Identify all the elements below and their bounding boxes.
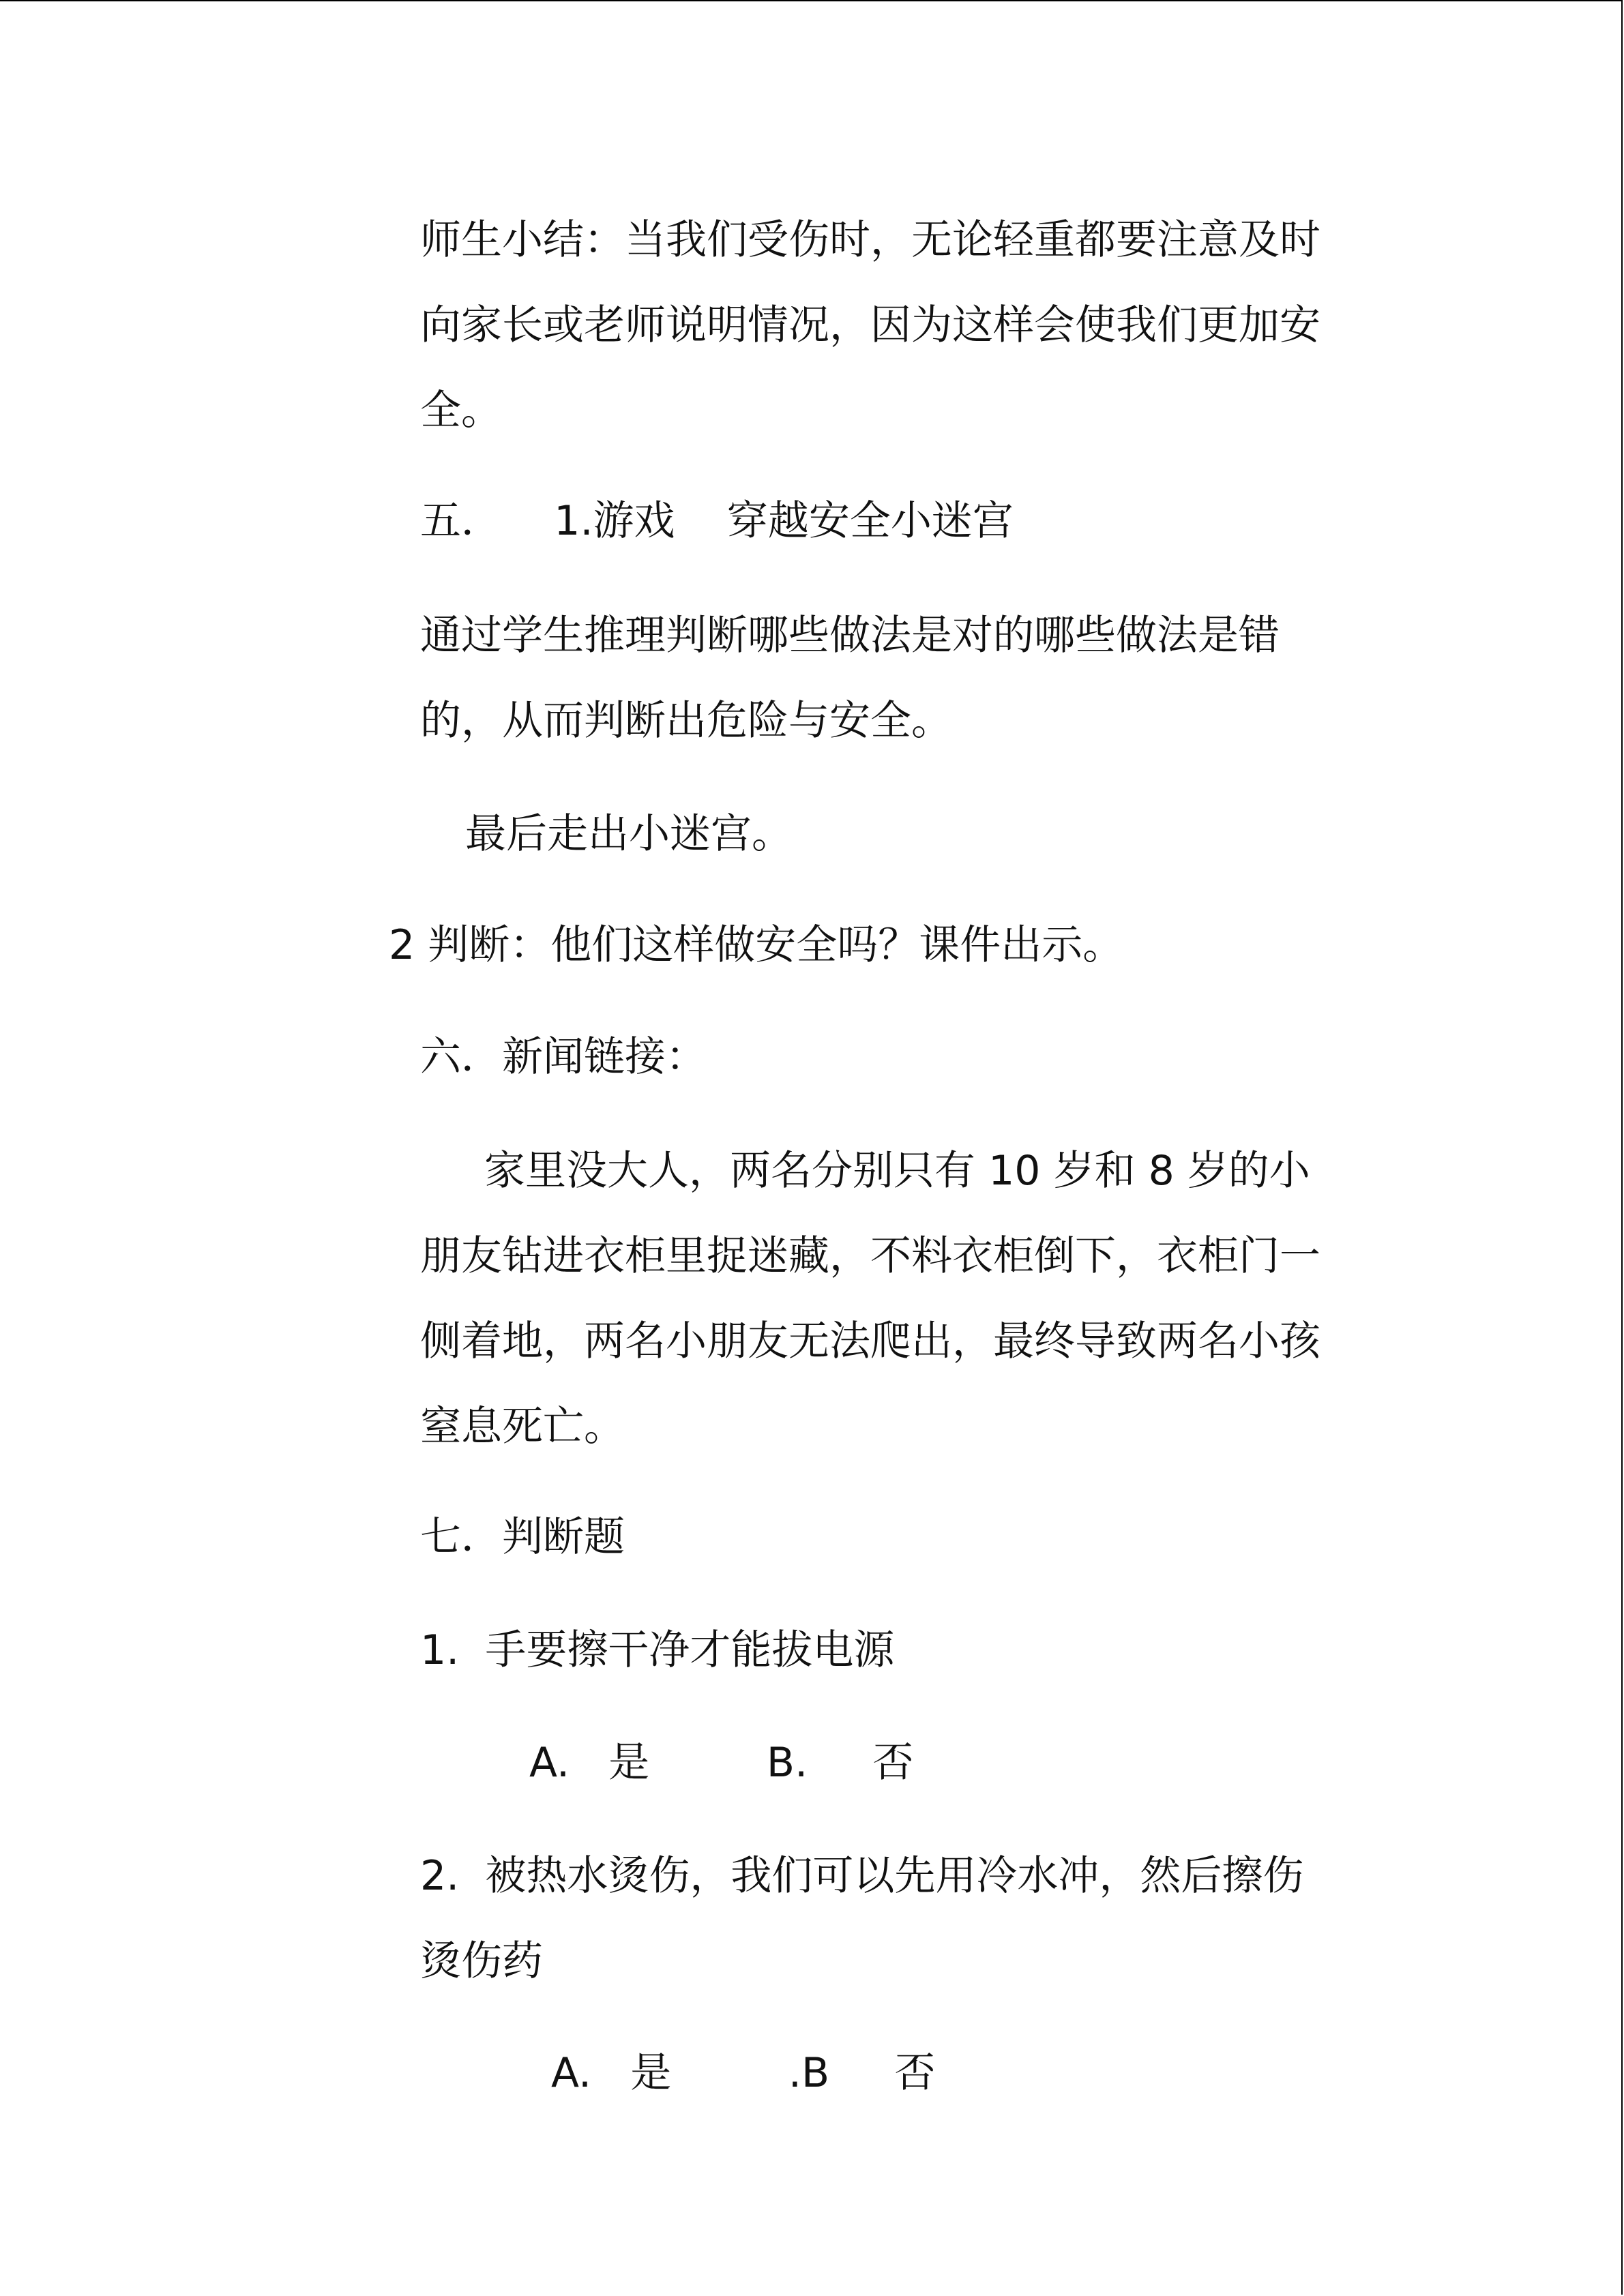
question-1: 1. 手要擦干净才能拔电源 — [420, 1626, 895, 1674]
news-line-3: 侧着地，两名小朋友无法爬出，最终导致两名小孩 — [420, 1317, 1320, 1365]
section-6-heading: 六．新闻链接： — [420, 1033, 707, 1081]
news-line-4: 窒息死亡。 — [420, 1403, 625, 1450]
question-2-options: A. 是 .B 否 — [551, 2049, 936, 2097]
section-5-body-line-3: 最后走出小迷宫。 — [465, 810, 793, 858]
section-5-body-line-2: 的，从而判断出危险与安全。 — [420, 697, 952, 745]
section-5-heading: 五． 1.游戏 穿越安全小迷宫 — [420, 497, 1014, 545]
question-1-options: A. 是 B. 否 — [529, 1739, 914, 1787]
news-line-2: 朋友钻进衣柜里捉迷藏，不料衣柜倒下，衣柜门一 — [420, 1232, 1320, 1280]
question-2-line-2: 烫伤药 — [420, 1937, 543, 1985]
section-5-item-2: 2 判断：他们这样做安全吗？课件出示。 — [389, 921, 1124, 969]
section-7-heading: 七．判断题 — [420, 1513, 625, 1561]
summary-line-2: 向家长或老师说明情况，因为这样会使我们更加安 — [420, 301, 1320, 349]
news-line-1: 家里没大人，两名分别只有 10 岁和 8 岁的小 — [484, 1147, 1310, 1195]
summary-line-1: 师生小结：当我们受伤时，无论轻重都要注意及时 — [420, 216, 1320, 264]
summary-line-3: 全。 — [420, 387, 502, 434]
section-5-body-line-1: 通过学生推理判断哪些做法是对的哪些做法是错 — [420, 612, 1280, 659]
question-2-line-1: 2. 被热水烫伤，我们可以先用冷水冲，然后擦伤 — [420, 1852, 1304, 1900]
